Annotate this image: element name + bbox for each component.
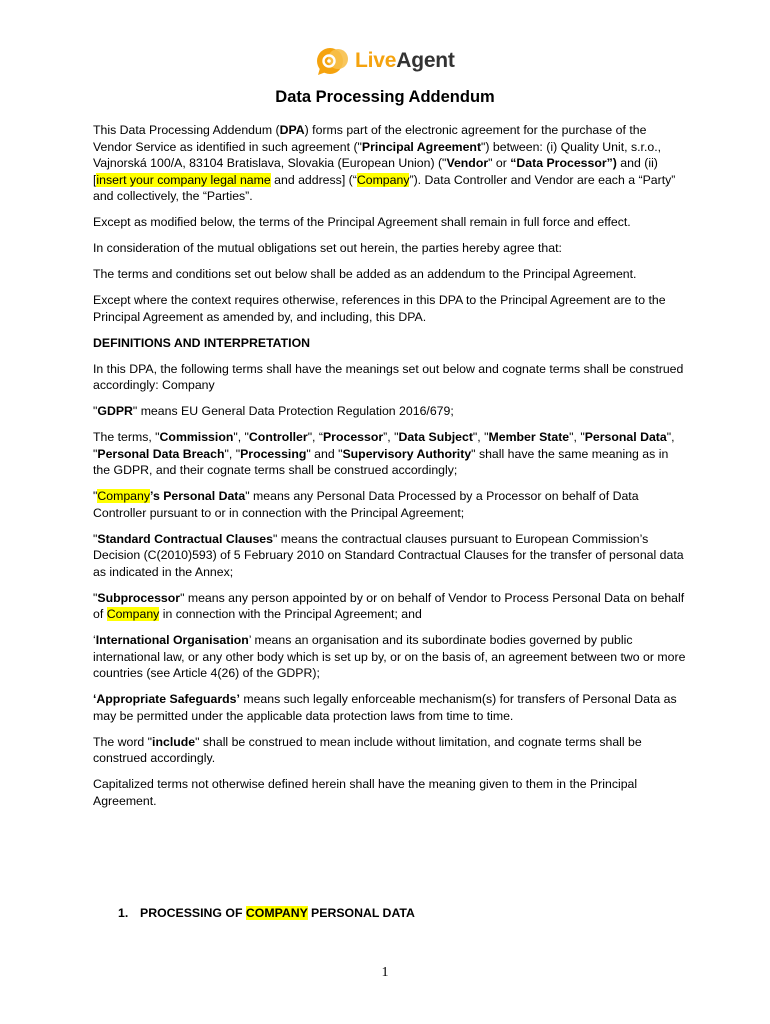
paragraph: Except as modified below, the terms of the Principal Agreement shall remain in full force and effect.: [93, 215, 631, 229]
liveagent-logo: [316, 44, 455, 78]
definition-company-personal-data: "Company’s Personal Data" means any Personal Data Processed by a Processor on behalf of Data Controller pursuant to or in connection with the Principal Agreement;: [93, 489, 639, 520]
paragraph: Capitalized terms not otherwise defined herein shall have the meaning given to them in the Principal Agreement.: [93, 777, 638, 808]
definition-terms: The terms, "Commission", "Controller", “Processor”, "Data Subject", "Member State", "Personal Data", "Personal Data Breach", "Processing" and "Supervisory Authority" shall have the same meaning as in the GDPR, and their cognate terms shall be construed accordingly;: [93, 430, 675, 477]
highlight-company: Company: [356, 172, 410, 187]
definition-scc: "Standard Contractual Clauses" means the contractual clauses pursuant to European Commission’s Decision (C(2010)593) of 5 February 2010 on Standard Contractual Clauses for the transfer of personal data as indicated in the Annex;: [93, 531, 684, 579]
definition-appropriate-safeguards: ‘Appropriate Safeguards’ means such legally enforceable mechanism(s) for transfers of Personal Data as may be permitted under the applicable data protection laws from time to time.: [93, 692, 677, 723]
highlight-company: Company: [106, 607, 160, 621]
paragraph: In this DPA, the following terms shall have the meanings set out below and cognate terms shall be construed accordingly: Company: [93, 361, 684, 392]
intro-paragraph: This Data Processing Addendum (DPA) forms part of the electronic agreement for the purchase of the Vendor Service as identified in such agreement ("Principal Agreement") between: (i) Quality Unit, s.r.o., Vajnorská 100/A, 83104 Bratislava, Slovakia (European Union) ("Vendor" or “Data Processor”) and (ii) [insert your company legal name and address] (“Company”). Data Controller and Vendor are each a “Party” and collectively, the “Parties”.: [93, 123, 676, 203]
definition-international-organisation: ‘International Organisation’ means an organisation and its subordinate bodies governed by public international law, or any other body which is set up by, or on the basis of, an agreement between two or more countries (see Article 4(26) of the GDPR);: [93, 633, 686, 680]
highlight-company-name: insert your company legal name: [96, 172, 271, 187]
chat-bubble-icon: [316, 44, 350, 78]
paragraph: In consideration of the mutual obligations set out herein, the parties hereby agree that:: [93, 241, 562, 255]
paragraph: Except where the context requires otherwise, references in this DPA to the Principal Agreement are to the Principal Agreement as amended by, and including, this DPA.: [93, 293, 666, 324]
logo-text: LiveAgent: [355, 49, 455, 72]
definitions-heading: DEFINITIONS AND INTERPRETATION: [93, 335, 311, 350]
definition-include: The word "include" shall be construed to mean include without limitation, and cognate terms shall be construed accordingly.: [93, 734, 642, 765]
document-body: [93, 122, 687, 819]
page-number: 1: [381, 965, 389, 980]
paragraph: The terms and conditions set out below shall be added as an addendum to the Principal Agreement.: [93, 267, 637, 281]
highlight-company: Company: [97, 489, 151, 503]
section-1-heading: 1. PROCESSING OF COMPANY PERSONAL DATA: [118, 906, 415, 920]
page-title: Data Processing Addendum: [275, 88, 495, 106]
definition-subprocessor: "Subprocessor" means any person appointed by or on behalf of Vendor to Process Personal Data on behalf of Company in connection with the Principal Agreement; and: [93, 590, 685, 621]
definition-gdpr: "GDPR" means EU General Data Protection Regulation 2016/679;: [93, 404, 454, 418]
highlight-company: COMPANY: [245, 906, 308, 920]
